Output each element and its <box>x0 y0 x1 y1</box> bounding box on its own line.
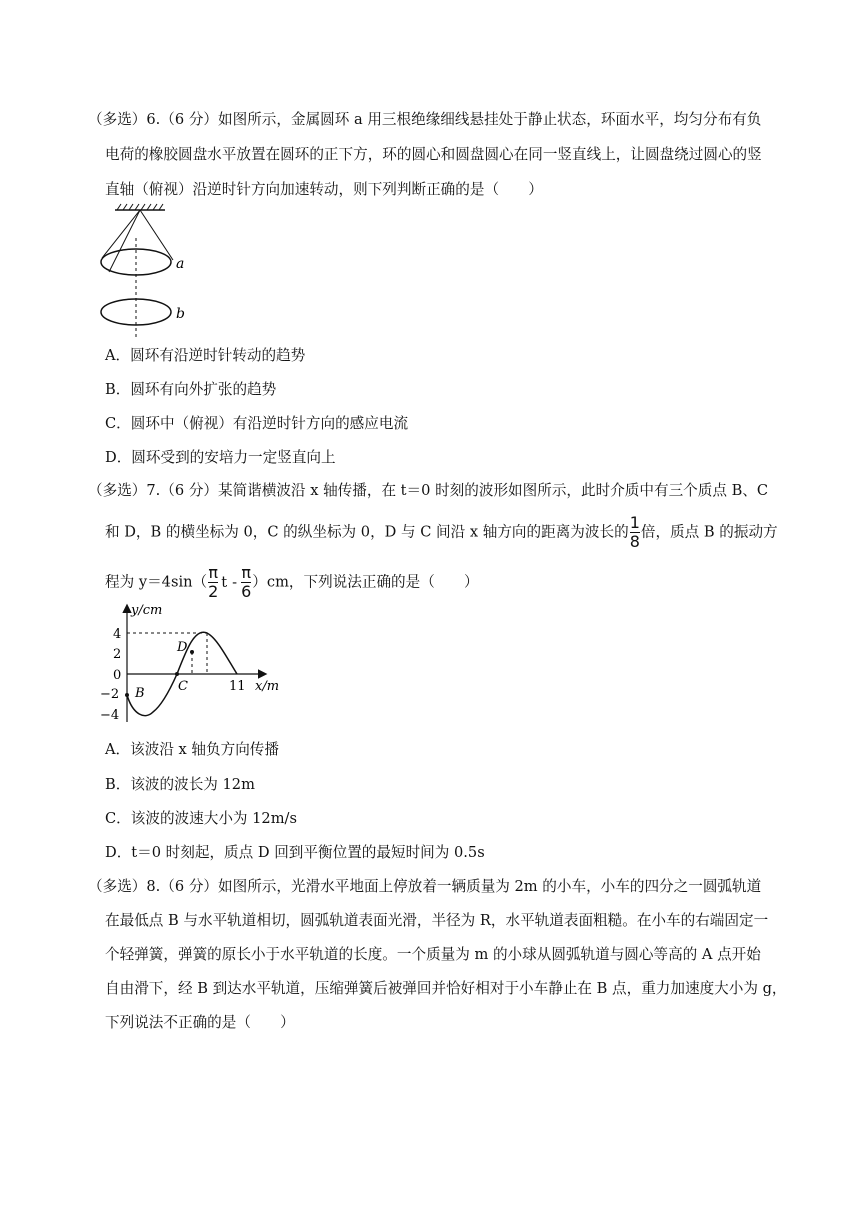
point-b-label: B <box>135 686 145 701</box>
q6-stem-line2: 电荷的橡胶圆盘水平放置在圆环的正下方，环的圆心和圆盘圆心在同一竖直线上，让圆盘绕过圆心的竖 <box>105 146 762 163</box>
q7-stem-line3-part1: 程为 y＝4sin（ <box>105 573 208 591</box>
q7-stem-line1: （多选）7.（6 分）某简谐横波沿 x 轴传播，在 t＝0 时刻的波形如图所示，此时介质中有三个质点 B、C <box>88 482 769 499</box>
fraction-pi-over-6: $\frac{\pi}{6}$ <box>241 563 252 601</box>
fraction-pi-over-2: $\frac{\pi}{2}$ <box>208 563 219 601</box>
x-tick-11: 11 <box>229 679 246 694</box>
q7-option-a: A．该波沿 x 轴负方向传播 <box>105 741 279 758</box>
q7-stem-line3 <box>105 564 479 601</box>
point-c-label: C <box>178 679 188 694</box>
y-tick-neg2: −2 <box>100 687 120 702</box>
y-tick-2: 2 <box>113 647 122 662</box>
x-axis-label: x/m <box>255 679 280 694</box>
q8-stem-line2: 在最低点 B 与水平轨道相切，圆弧轨道表面光滑，半径为 R，水平轨道表面粗糙。在小车的右端固定一 <box>105 912 769 929</box>
suspension-threads <box>102 210 173 272</box>
q7-option-d: D．t＝0 时刻起，质点 D 回到平衡位置的最短时间为 0.5s <box>105 844 485 861</box>
q7-stem-line2-part2: 倍，质点 B 的振动方 <box>640 523 778 541</box>
q8-stem-line3: 个轻弹簧，弹簧的原长小于水平轨道的长度。一个质量为 m 的小球从圆弧轨道与圆心等高的 A 点开始 <box>105 946 761 963</box>
q7-option-b: B．该波的波长为 12m <box>105 776 255 793</box>
disc-label-b: b <box>176 306 185 322</box>
q7-stem-line2 <box>105 514 778 551</box>
fraction-numerator: 1 <box>629 513 640 532</box>
point-d-label: D <box>177 640 188 655</box>
y-axis-label: y/cm <box>131 603 163 618</box>
y-tick-0: 0 <box>113 668 122 683</box>
q7-option-c: C．该波的波速大小为 12m/s <box>105 810 297 827</box>
ceiling-hatch-icon <box>115 204 165 210</box>
q6-option-a: A．圆环有沿逆时针转动的趋势 <box>105 347 306 364</box>
minus-sign: - <box>232 573 238 591</box>
q6-option-b: B．圆环有向外扩张的趋势 <box>105 381 277 398</box>
q6-figure <box>95 200 205 340</box>
point-d-dot <box>190 650 194 654</box>
q6-option-d: D．圆环受到的安培力一定竖直向上 <box>105 449 336 466</box>
fraction-one-eighth <box>630 514 640 551</box>
q6-option-c: C．圆环中（俯视）有沿逆时针方向的感应电流 <box>105 415 409 432</box>
fraction-denominator: 8 <box>629 532 640 551</box>
q7-stem-line3-part2: ）cm，下列说法正确的是（ ） <box>252 573 479 591</box>
q8-stem-line5: 下列说法不正确的是（ ） <box>105 1014 295 1031</box>
y-tick-neg4: −4 <box>100 708 120 723</box>
point-c-dot <box>175 672 179 676</box>
y-tick-4: 4 <box>113 627 122 642</box>
q6-stem-line3: 直轴（俯视）沿逆时针方向加速转动，则下列判断正确的是（ ） <box>105 181 543 198</box>
q8-stem-line1: （多选）8.（6 分）如图所示，光滑水平地面上停放着一辆质量为 2m 的小车，小车的四分之一圆弧轨道 <box>88 878 762 895</box>
variable-t: t <box>221 573 228 591</box>
q8-stem-line4: 自由滑下，经 B 到达水平轨道，压缩弹簧后被弹回并恰好相对于小车静止在 B 点，重力加速度大小为 g， <box>105 980 787 997</box>
q7-stem-line2-part1: 和 D，B 的横坐标为 0，C 的纵坐标为 0，D 与 C 间沿 x 轴方向的距离为波长的 <box>105 523 629 541</box>
point-b-dot <box>125 693 129 697</box>
q6-stem-line1: （多选）6.（6 分）如图所示，金属圆环 a 用三根绝缘细线悬挂处于静止状态，环面水平，均匀分布有负 <box>88 111 762 128</box>
q7-wave-graph <box>95 600 295 725</box>
ring-label-a: a <box>176 256 185 272</box>
